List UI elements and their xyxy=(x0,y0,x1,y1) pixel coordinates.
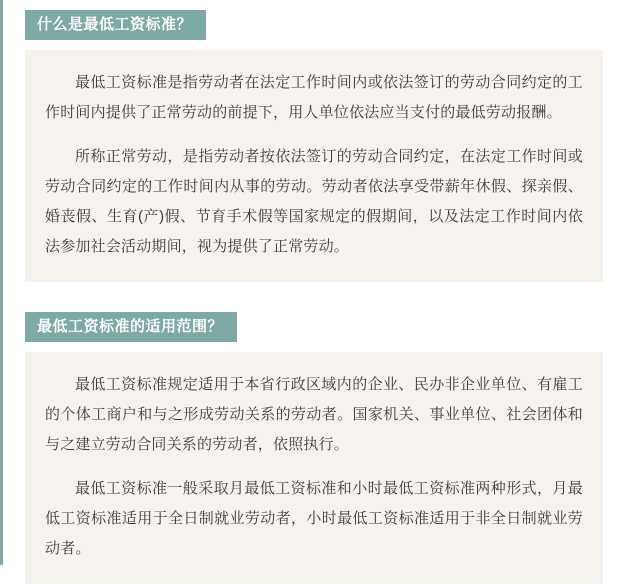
section-scope-of-application xyxy=(25,312,603,584)
section-heading-scope-of-application: 最低工资标准的适用范围？ xyxy=(25,312,237,342)
document-content xyxy=(3,0,625,588)
paragraph: 所称正常劳动，是指劳动者按依法签订的劳动合同约定，在法定工作时间或劳动合同约定的工作时间内从事的劳动。劳动者依法享受带薪年休假、探亲假、婚丧假、生育(产)假、节育手术假等国家规定的假期间，以及法定工作时间内依法参加社会活动期间，视为提供了正常劳动。 xyxy=(45,148,583,255)
section-body-what-is-minimum-wage xyxy=(25,50,603,282)
section-divider-space xyxy=(25,286,603,312)
paragraph: 最低工资标准一般采取月最低工资标准和小时最低工资标准两种形式，月最低工资标准适用于全日制就业劳动者，小时最低工资标准适用于非全日制就业劳动者。 xyxy=(45,480,583,557)
paragraph: 最低工资标准规定适用于本省行政区域内的企业、民办非企业单位、有雇工的个体工商户和与之形成劳动关系的劳动者。国家机关、事业单位、社会团体和与之建立劳动合同关系的劳动者，依照执行。 xyxy=(45,376,583,453)
section-heading-what-is-minimum-wage: 什么是最低工资标准？ xyxy=(25,10,206,40)
section-what-is-minimum-wage xyxy=(25,10,603,282)
section-body-scope-of-application xyxy=(25,352,603,584)
paragraph: 最低工资标准是指劳动者在法定工作时间内或依法签订的劳动合同约定的工作时间内提供了正常劳动的前提下，用人单位依法应当支付的最低劳动报酬。 xyxy=(45,74,583,121)
